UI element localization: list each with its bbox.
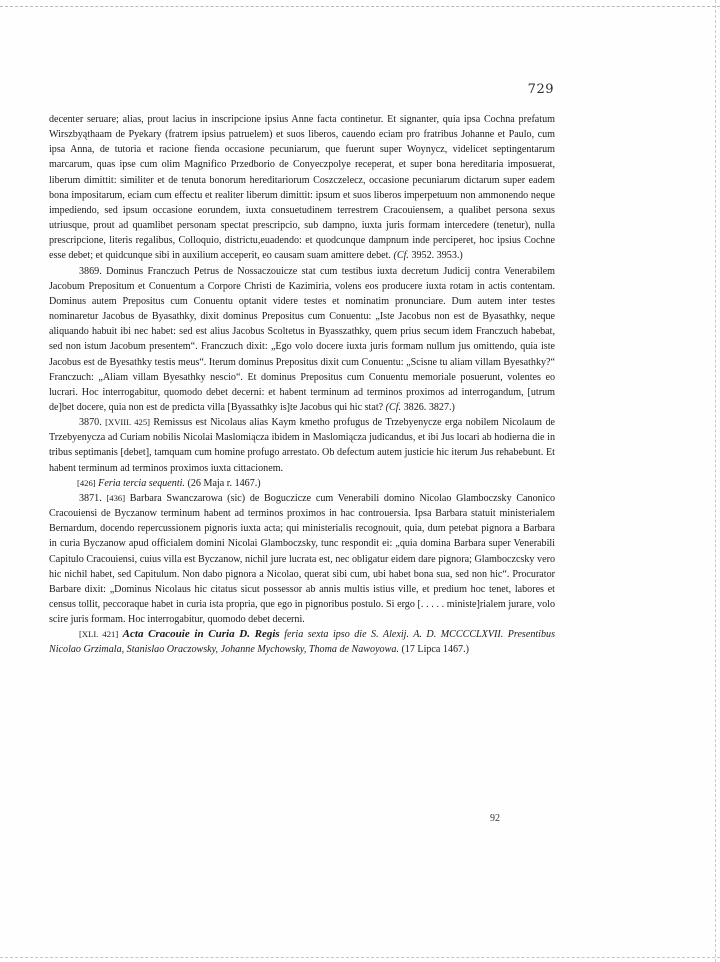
cf-label: (Cf. (385, 401, 402, 413)
paragraph-text: Remissus est Nicolaus alias Kaym kmetho profugus de Trzebyenycze erga nobilem Nicolaum de Trzebyenycza ad Curiam nobilis Nicolai Maslomiączа ibidem in Maslomiącza judicandus, et ibi Jus locari ab hodierna die in tribus septimanis [debet], tamquam cum homine profugo arrestato. Ob defectum autem justicie hic iterum Jus rehabebunt. Et habent terminum ad terminos proximos iuxta cittacionem. (49, 417, 555, 474)
printer-signature: 92 (490, 813, 500, 824)
cross-reference: 3952. 3953.) (411, 250, 463, 262)
entry-number: 3870. (79, 417, 102, 429)
date-modern: (17 Lipca 1467.) (401, 644, 469, 656)
body-text (49, 112, 555, 658)
entry-3869 (49, 264, 555, 416)
scan-edge-top (0, 6, 720, 7)
scan-edge-right (715, 0, 716, 962)
entry-3870 (49, 415, 555, 476)
paragraph-text: Dominus Franczuch Petrus de Nossaczouicze stat cum testibus iuxta decretum Judicij contra Venerabilem Jacobum Prepositum et Conuentum a Corpore Christi de Kazimiria, volens eos producere iuxta rotam in actis contentam. Dominus autem Prepositus cum Conuentu optanit videre testes et nominatim pronunciare. Dum autem inter testes nominaretur Jacobus de Byasathky, dixit dominus Prepositus cum Conuentu: „Iste Jacobus non est de Byasathky, neque aliquando habuit ibi nec habet: sed est alius Jacobus Scoltetus in Byasszathky, quem prius secum idem Franczuch habebat, sed non istum Jacobum presentem“. Franczuch dixit: „Ego volo docere iuxta juris formam nullum jus omittendo, quia iste Jacobus est de Byesathky testis meus“. Iterum dominus Prepositus dixit cum Conuentu: „Scisne tu aliam villam Byesathky?“ Franczuch: „Aliam villam Byesathky nescio“. Et dominus Prepositus cum Conuentu memoriale posuerunt, volentes eo lucrari. Hoc interrogabitur, quomodo debet decerni: et habent terminum ad terminos proximos ad interrogandum, [utrum de]bet docere, quia non est de predicta villa [Byassathky is]te Jacobus qui hic stat? (49, 265, 555, 413)
entry-3871 (49, 491, 555, 627)
paragraph-continuation (49, 112, 555, 264)
entry-number: 3869. (79, 265, 102, 277)
acta-title: Acta Cracouie in Curia D. Regis (122, 628, 280, 641)
source-reference: [XLI. 421] (79, 629, 119, 640)
entry-number: 3871. (79, 492, 102, 504)
scan-edge-bottom (0, 957, 720, 958)
acta-details: feria sexta ipso die S. Alexij. A. D. MCCCCLXVII. Presentibus Nicolao Grzimala, Stanislao Oraczowsky, Johanne Mychowsky, Thoma de Nawoyowa. (49, 629, 556, 656)
cf-label: (Cf. (393, 250, 409, 262)
date-modern: (26 Maja r. 1467.) (187, 477, 261, 489)
date-latin: Feria tercia sequenti. (98, 477, 185, 489)
acta-heading (49, 627, 555, 657)
page-number: 729 (527, 82, 554, 97)
source-reference: [436] (106, 492, 126, 503)
source-reference: [XVIII. 425] (105, 417, 150, 428)
paragraph-text: decenter seruare; alias, prout lacius in inscripcione ipsius Anne facta continetur. Et signanter, quia ipsa Cochna prefatum Wirszbyąthaam de Pyekary (fratrem ipsius patruelem) et suos liberos, cauendo eciam pro fratribus Johanne et Paulo, cum ipsa Anna, de tutoria et racione fienda occasione pecuniarum, que fuerunt super Woynycz, videlicet septingentarum marcarum, quas ipse cum olim Magnifico Przedborio de Conyeczpolye receperat, et super bona hereditaria imposuerat, liberum dimittit: similiter et de tenuta bonorum hereditariorum Coszczelecz, occasione pecuniarum dictarum super eadem bona impositarum, eciam cum effectu et realiter liberum dimittit: ipsum et suos liberos imperpetuum non ammonendo neque impediendo, sed ipsum occasione eorundem, iuxta consuetudinem terrestrem Cracouiensem, a qualibet persona sexus utriusque, prout ad quamlibet personam spectat prescripcio, sub dampno, iuxta juris formam intercedere (tenetur), nulla prescripcione, literis regalibus, Colloquio, districtu,euadendo: et quodcunque dampnum inde perciperet, hoc ipsius Cochne esse debet; et quidcunque sibi in auxilium acceperit, eo causam suam amittere debet. (49, 114, 555, 262)
source-reference: [426] (77, 477, 96, 488)
cross-reference: 3826. 3827.) (403, 401, 455, 413)
paragraph-text: Barbara Swanczarowa (sic) de Boguczicze cum Venerabili domino Nicolao Glamboczsky Canonico Cracouiensi de Byczanow terminum habent ad terminos proximos in hac controuersia. Ipsa Barbara statuit ministerialem Bernardum, docendo repercussionem pignoris iuxta acta; qui ministerialis recognouit, quia, dum petebat pignora a Barbara in curia Byczanow apud officialem domini Nicolai Glamboczsky, tunc respondit ei: „quia domina Barbara super Venerabili Capitulo Cracouiensi, cuius villa est Byczanow, nichil jure lucrata est, nec obligatur eidem dare pignora; Glamboczcsky vero hic nichil habet, sed Capitulum. Non dabo pignora a Nicolao, querat sibi cum, ubi habet bona sua, sed non hic“. Procurator Barbare dixit: „Dominus Nicolaus hic citatus sicut possessor ab annis multis istius ville, et predium hoc tenet, labores et census tollit, peccoraque habet in curia ista propria, que ego in pignoribus postulo. Si ergo [. . . . . ministe]rialem jurare, volo scire juris formam. Hoc interrogabitur, quomodo debet decerni. (49, 492, 556, 626)
date-heading (49, 476, 555, 491)
